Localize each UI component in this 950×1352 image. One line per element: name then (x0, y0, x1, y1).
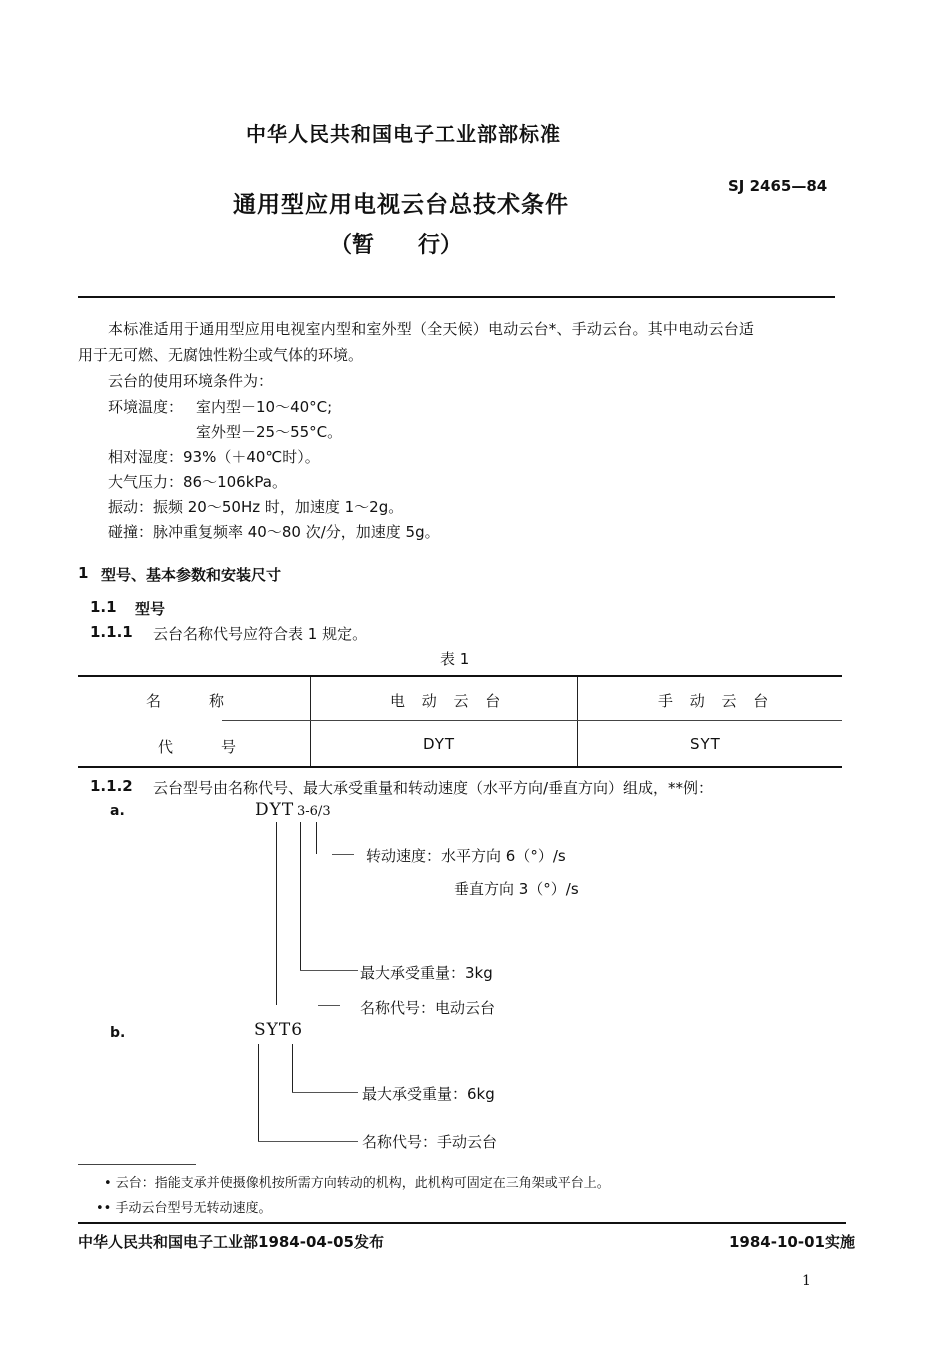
example-a-code: DYT (255, 800, 295, 820)
example-b-bracket-weight (292, 1044, 293, 1092)
document-number: SJ 2465—84 (728, 177, 828, 195)
example-a-speed-leader (332, 854, 354, 855)
footer-effective: 1984-10-01实施 (729, 1233, 855, 1251)
example-a-bracket-speed (316, 822, 317, 854)
footnote-rule (78, 1164, 196, 1165)
example-a-speed-horizontal: 转动速度：水平方向 6（°）/s (366, 847, 566, 865)
table-header-manual: 手 动 云 台 (658, 692, 775, 710)
table-top-rule (78, 675, 842, 677)
intro-paragraph-line2: 用于无可燃、无腐蚀性粉尘或气体的环境。 (78, 346, 364, 364)
humidity: 相对湿度：93%（＋40℃时）。 (108, 448, 320, 466)
table-col-divider-1 (310, 677, 311, 766)
header-rule (78, 296, 835, 298)
example-b-code: SYT6 (254, 1020, 304, 1040)
vibration: 振动：振频 20～50Hz 时，加速度 1～2g。 (108, 498, 404, 516)
section1-heading: 型号、基本参数和安装尺寸 (101, 566, 282, 584)
table-row-divider (222, 720, 842, 721)
section11-number: 1.1 (90, 598, 117, 616)
table-header-name: 名 称 (146, 692, 231, 710)
table-cell-electric-code: DYT (423, 735, 456, 753)
table1-caption: 表 1 (440, 650, 470, 668)
footer-issued: 中华人民共和国电子工业部1984-04-05发布 (78, 1233, 384, 1251)
clause-111-number: 1.1.1 (90, 623, 133, 641)
example-a-speed-vertical: 垂直方向 3（°）/s (454, 880, 579, 898)
pressure: 大气压力：86～106kPa。 (108, 473, 287, 491)
ministry-standard-heading: 中华人民共和国电子工业部部标准 (246, 122, 561, 146)
intro-paragraph-line1: 本标准适用于通用型应用电视室内型和室外型（全天候）电动云台*、手动云台。其中电动云台适 (108, 320, 755, 338)
table-col-divider-2 (577, 677, 578, 766)
example-a-name-code: 名称代号：电动云台 (360, 999, 496, 1017)
example-a-bracket-name (276, 822, 277, 1005)
example-a-bracket-weight (300, 822, 301, 970)
table-header-electric: 电 动 云 台 (390, 692, 507, 710)
example-a-max-weight: 最大承受重量：3kg (360, 964, 493, 982)
table-cell-manual-code: SYT (690, 735, 721, 753)
example-b-bracket-name (258, 1044, 259, 1141)
section11-title: 型号 (135, 600, 166, 618)
impact: 碰撞：脉冲重复频率 40～80 次/分，加速度 5g。 (108, 523, 440, 541)
example-b-label: b. (110, 1025, 126, 1041)
table-cell-code-label: 代 号 (158, 738, 243, 756)
example-a-weight-leader (300, 970, 358, 971)
section1-number: 1 (78, 564, 89, 582)
example-a-name-leader (318, 1005, 340, 1006)
temp-indoor: 室内型－10～40°C; (196, 398, 333, 416)
temp-outdoor: 室外型－25～55°C。 (196, 423, 343, 441)
example-b-name-leader (258, 1141, 358, 1142)
footnote-1: • 云台：指能支承并使摄像机按所需方向转动的机构，此机构可固定在三角架或平台上。 (104, 1176, 610, 1191)
example-b-name-code: 名称代号：手动云台 (362, 1133, 498, 1151)
example-b-max-weight: 最大承受重量：6kg (362, 1085, 495, 1103)
page-number: 1 (802, 1273, 811, 1289)
temp-label: 环境温度： (108, 398, 184, 416)
env-intro: 云台的使用环境条件为： (108, 372, 274, 390)
document-subtitle: （暂 行） (330, 233, 463, 258)
example-a-code-suffix: 3-6/3 (297, 804, 331, 819)
clause-111-text: 云台名称代号应符合表 1 规定。 (153, 625, 368, 643)
document-title: 通用型应用电视云台总技术条件 (233, 192, 569, 218)
footer-rule (78, 1222, 846, 1224)
clause-112-text: 云台型号由名称代号、最大承受重量和转动速度（水平方向/垂直方向）组成，**例： (153, 779, 714, 797)
footnote-2: •• 手动云台型号无转动速度。 (96, 1201, 272, 1216)
example-a-label: a. (110, 803, 125, 819)
example-b-weight-leader (292, 1092, 358, 1093)
clause-112-number: 1.1.2 (90, 777, 133, 795)
table-bottom-rule (78, 766, 842, 768)
